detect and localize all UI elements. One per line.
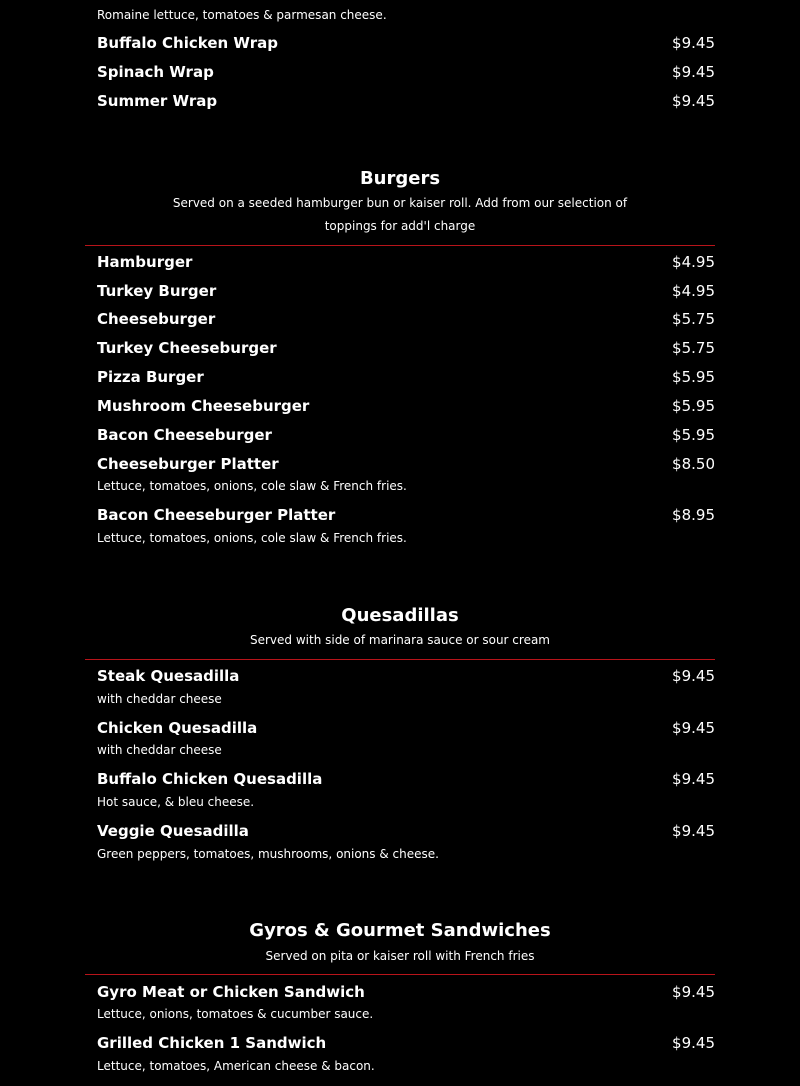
menu-item-price: $4.95 — [672, 253, 715, 271]
menu-item-price: $8.95 — [672, 506, 715, 524]
category-title-quesadillas: Quesadillas — [341, 605, 459, 626]
menu-item-price: $8.50 — [672, 455, 715, 473]
menu-item-price: $9.45 — [672, 667, 715, 685]
menu-item-description: Hot sauce, & bleu cheese. — [97, 795, 255, 809]
menu-item-name: Steak Quesadilla — [97, 667, 240, 685]
menu-item-name: Bacon Cheeseburger — [97, 426, 272, 444]
menu-item-description: with cheddar cheese — [97, 692, 222, 706]
menu-item-price: $5.75 — [672, 310, 715, 328]
menu-item-name: Mushroom Cheeseburger — [97, 397, 310, 415]
menu-item-price: $9.45 — [672, 983, 715, 1001]
category-divider — [85, 659, 715, 660]
menu-item-name: Gyro Meat or Chicken Sandwich — [97, 983, 365, 1001]
menu-item-name: Veggie Quesadilla — [97, 822, 249, 840]
category-title-gyros: Gyros & Gourmet Sandwiches — [249, 920, 551, 941]
menu-item-price: $9.45 — [672, 1034, 715, 1052]
menu-item-name: Grilled Chicken 1 Sandwich — [97, 1034, 327, 1052]
category-title-burgers: Burgers — [359, 168, 441, 189]
menu-item-description: with cheddar cheese — [97, 743, 222, 757]
menu-item-name: Turkey Burger — [97, 282, 217, 300]
menu-item-name: Summer Wrap — [97, 92, 218, 110]
menu-item-price: $9.45 — [672, 92, 715, 110]
menu-item-price: $5.95 — [672, 426, 715, 444]
menu-item-description: Lettuce, tomatoes, onions, cole slaw & French fries. — [97, 479, 407, 493]
menu-item-name: Hamburger — [97, 253, 193, 271]
category-description: Served on pita or kaiser roll with French fries — [265, 949, 535, 963]
menu-item-name: Cheeseburger — [97, 310, 216, 328]
menu-item-price: $4.95 — [672, 282, 715, 300]
menu-item-price: $5.95 — [672, 397, 715, 415]
category-description-line: Served on a seeded hamburger bun or kaiser roll. Add from our selection of — [172, 196, 628, 210]
category-description-line: toppings for add'l charge — [324, 219, 476, 233]
menu-item-name: Buffalo Chicken Quesadilla — [97, 770, 323, 788]
menu-item-name: Chicken Quesadilla — [97, 719, 258, 737]
menu-item-name: Turkey Cheeseburger — [97, 339, 277, 357]
menu-item-price: $9.45 — [672, 822, 715, 840]
menu-item-name: Pizza Burger — [97, 368, 204, 386]
menu-item-name: Spinach Wrap — [97, 63, 214, 81]
menu-item-price: $9.45 — [672, 63, 715, 81]
menu-item-price: $5.75 — [672, 339, 715, 357]
menu-item-price: $9.45 — [672, 770, 715, 788]
menu-item-price: $5.95 — [672, 368, 715, 386]
category-divider — [85, 245, 715, 246]
menu-item-price: $9.45 — [672, 719, 715, 737]
menu-item-price: $9.45 — [672, 34, 715, 52]
menu-item-description: Lettuce, tomatoes, onions, cole slaw & French fries. — [97, 531, 407, 545]
menu-item-description: Lettuce, onions, tomatoes & cucumber sauce. — [97, 1007, 374, 1021]
menu-item-description: Lettuce, tomatoes, American cheese & bacon. — [97, 1059, 375, 1073]
category-description: Served with side of marinara sauce or sour cream — [249, 633, 550, 647]
wrap-item-description: Romaine lettuce, tomatoes & parmesan cheese. — [97, 8, 387, 22]
category-divider — [85, 974, 715, 975]
menu-item-name: Buffalo Chicken Wrap — [97, 34, 278, 52]
menu-item-name: Cheeseburger Platter — [97, 455, 279, 473]
menu-item-description: Green peppers, tomatoes, mushrooms, onions & cheese. — [97, 847, 439, 861]
menu-item-name: Bacon Cheeseburger Platter — [97, 506, 336, 524]
